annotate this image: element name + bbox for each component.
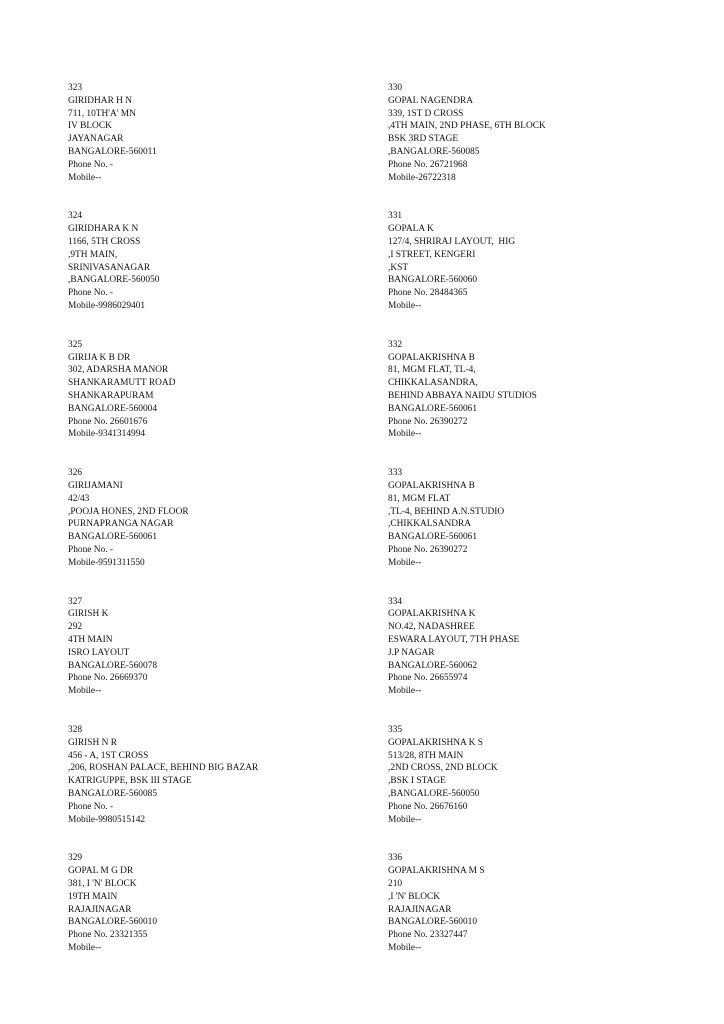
entry-mobile: Mobile-9341314994 bbox=[68, 429, 146, 440]
entry-phone: Phone No. 26676160 bbox=[388, 801, 468, 812]
entry-mobile: Mobile-- bbox=[388, 300, 422, 311]
entry-phone: Phone No. 26669370 bbox=[68, 673, 148, 684]
entry-address-line: 127/4, SHRIRAJ LAYOUT, HIG bbox=[388, 236, 516, 247]
entry-address-line: ,BANGALORE-560050 bbox=[388, 788, 480, 799]
entry-number: 331 bbox=[388, 211, 403, 222]
entry-address-line: BANGALORE-560060 bbox=[388, 275, 478, 286]
entry-number: 324 bbox=[68, 211, 83, 222]
entry-mobile: Mobile-9986029401 bbox=[68, 300, 146, 311]
entry-address-line: ,POOJA HONES, 2ND FLOOR bbox=[68, 506, 189, 517]
entry-address-line: SRINIVASANAGAR bbox=[68, 262, 151, 273]
entry-number: 328 bbox=[68, 724, 83, 735]
directory-entry bbox=[388, 724, 708, 852]
entry-address-line: PURNAPRANGA NAGAR bbox=[68, 519, 174, 530]
entry-address-line: IV BLOCK bbox=[68, 121, 112, 132]
entry-number: 335 bbox=[388, 724, 403, 735]
entry-address-line: J.P NAGAR bbox=[388, 647, 435, 658]
entry-mobile: Mobile-- bbox=[388, 429, 422, 440]
directory-entry bbox=[388, 339, 708, 467]
entry-phone: Phone No. - bbox=[68, 801, 114, 812]
entry-address-line: CHIKKALASANDRA, bbox=[388, 378, 478, 389]
entry-address-line: SHANKARAMUTT ROAD bbox=[68, 378, 176, 389]
entry-phone: Phone No. 28484365 bbox=[388, 288, 468, 299]
entry-mobile: Mobile-- bbox=[68, 942, 102, 953]
entry-address-line: ,I STREET, KENGERI bbox=[388, 249, 476, 260]
entry-phone: Phone No. 26390272 bbox=[388, 416, 468, 427]
entry-number: 332 bbox=[388, 339, 403, 350]
entry-phone: Phone No. 26655974 bbox=[388, 673, 468, 684]
entry-address-line: 302, ADARSHA MANOR bbox=[68, 365, 169, 376]
directory-entry bbox=[388, 596, 708, 724]
entry-name: GIRIJAMANI bbox=[68, 480, 123, 491]
entry-address-line: NO.42, NADASHREE bbox=[388, 622, 475, 633]
entry-address-line: 513/28, 8TH MAIN bbox=[388, 750, 464, 761]
entry-address-line: 381, I 'N' BLOCK bbox=[68, 878, 137, 889]
entry-address-line: 339, 1ST D CROSS bbox=[388, 108, 464, 119]
entry-address-line: ,BSK I STAGE bbox=[388, 776, 446, 787]
entry-mobile: Mobile-26722318 bbox=[388, 172, 456, 183]
entry-name: GOPALAKRISHNA K S bbox=[388, 737, 483, 748]
entry-address-line: KATRIGUPPE, BSK III STAGE bbox=[68, 776, 192, 787]
entry-address-line: ,206, ROSHAN PALACE, BEHIND BIG BAZAR bbox=[68, 763, 259, 774]
entry-address-line: BSK 3RD STAGE bbox=[388, 134, 459, 145]
entry-address-line: BANGALORE-560010 bbox=[68, 917, 158, 928]
entry-name: GOPAL NAGENDRA bbox=[388, 95, 473, 106]
entry-name: GIRIJA K B DR bbox=[68, 352, 131, 363]
entry-address-line: 292 bbox=[68, 622, 83, 633]
directory-entry bbox=[68, 724, 388, 852]
directory-entry bbox=[68, 82, 388, 210]
entry-address-line: BANGALORE-560004 bbox=[68, 403, 158, 414]
entry-name: GOPALAKRISHNA K bbox=[388, 609, 476, 620]
entry-mobile: Mobile-- bbox=[388, 557, 422, 568]
directory-entry bbox=[388, 852, 708, 980]
entry-phone: Phone No. 26721968 bbox=[388, 159, 468, 170]
directory-entry bbox=[68, 210, 388, 338]
entry-address-line: ,I 'N' BLOCK bbox=[388, 891, 441, 902]
directory-entry bbox=[388, 210, 708, 338]
entry-name: GIRIDHARA K N bbox=[68, 224, 139, 235]
entry-number: 329 bbox=[68, 853, 83, 864]
directory-entry bbox=[68, 596, 388, 724]
entry-name: GOPALAKRISHNA B bbox=[388, 480, 475, 491]
entry-name: GOPALA K bbox=[388, 224, 434, 235]
entry-number: 323 bbox=[68, 83, 83, 93]
entry-name: GIRISH K bbox=[68, 609, 109, 620]
entry-address-line: ESWARA LAYOUT, 7TH PHASE bbox=[388, 634, 520, 645]
entry-mobile: Mobile-9591311550 bbox=[68, 557, 145, 568]
entry-address-line: ,BANGALORE-560085 bbox=[388, 146, 480, 157]
entry-address-line: RAJAJINAGAR bbox=[68, 904, 132, 915]
entry-address-line: 456 - A, 1ST CROSS bbox=[68, 750, 149, 761]
right-column bbox=[388, 82, 708, 981]
entry-name: GIRISH N R bbox=[68, 737, 117, 748]
entry-address-line: BANGALORE-560010 bbox=[388, 917, 478, 928]
entry-mobile: Mobile-- bbox=[68, 172, 102, 183]
entry-address-line: RAJAJINAGAR bbox=[388, 904, 452, 915]
entry-address-line: 4TH MAIN bbox=[68, 634, 113, 645]
entry-address-line: 1166, 5TH CROSS bbox=[68, 236, 141, 247]
entry-address-line: ISRO LAYOUT bbox=[68, 647, 130, 658]
entry-phone: Phone No. 26390272 bbox=[388, 544, 468, 555]
entry-address-line: ,TL-4, BEHIND A.N.STUDIO bbox=[388, 506, 505, 517]
entry-name: GOPALAKRISHNA M S bbox=[388, 866, 485, 877]
entry-address-line: SHANKARAPURAM bbox=[68, 390, 154, 401]
entry-phone: Phone No. 23321355 bbox=[68, 930, 148, 941]
entry-number: 330 bbox=[388, 83, 403, 93]
entry-address-line: 711, 10TH'A' MN bbox=[68, 108, 136, 119]
entry-address-line: ,2ND CROSS, 2ND BLOCK bbox=[388, 763, 498, 774]
entry-mobile: Mobile-- bbox=[388, 686, 422, 697]
entry-phone: Phone No. - bbox=[68, 544, 114, 555]
entry-address-line: ,CHIKKALSANDRA bbox=[388, 519, 472, 530]
entry-phone: Phone No. - bbox=[68, 159, 114, 170]
entry-number: 334 bbox=[388, 596, 403, 607]
entry-address-line: JAYANAGAR bbox=[68, 134, 124, 145]
entry-name: GOPALAKRISHNA B bbox=[388, 352, 475, 363]
entry-phone: Phone No. - bbox=[68, 288, 114, 299]
entry-number: 325 bbox=[68, 339, 83, 350]
entry-address-line: BANGALORE-560062 bbox=[388, 660, 478, 671]
entry-address-line: 210 bbox=[388, 878, 403, 889]
entry-address-line: BEHIND ABBAYA NAIDU STUDIOS bbox=[388, 390, 537, 401]
entry-number: 326 bbox=[68, 468, 83, 479]
entry-address-line: 42/43 bbox=[68, 493, 90, 504]
entry-mobile: Mobile-- bbox=[388, 814, 422, 825]
entry-number: 336 bbox=[388, 853, 403, 864]
entry-address-line: 81, MGM FLAT bbox=[388, 493, 451, 504]
entry-address-line: BANGALORE-560061 bbox=[388, 403, 478, 414]
directory-entry bbox=[68, 339, 388, 467]
entry-number: 333 bbox=[388, 468, 403, 479]
entry-phone: Phone No. 23327447 bbox=[388, 930, 468, 941]
directory-entry bbox=[388, 82, 708, 210]
entry-address-line: ,BANGALORE-560050 bbox=[68, 275, 160, 286]
entry-address-line: ,9TH MAIN, bbox=[68, 249, 118, 260]
entry-address-line: BANGALORE-560078 bbox=[68, 660, 158, 671]
entry-phone: Phone No. 26601676 bbox=[68, 416, 148, 427]
entry-address-line: ,KST bbox=[388, 262, 409, 273]
entry-mobile: Mobile-9980515142 bbox=[68, 814, 146, 825]
entry-address-line: BANGALORE-560011 bbox=[68, 146, 157, 157]
entry-address-line: BANGALORE-560085 bbox=[68, 788, 158, 799]
entry-address-line: 81, MGM FLAT, TL-4, bbox=[388, 365, 476, 376]
directory-entry bbox=[68, 467, 388, 595]
entry-name: GIRIDHAR H N bbox=[68, 95, 133, 106]
directory-entry bbox=[68, 852, 388, 980]
entry-address-line: BANGALORE-560061 bbox=[68, 532, 158, 543]
entry-address-line: 19TH MAIN bbox=[68, 891, 118, 902]
entry-name: GOPAL M G DR bbox=[68, 866, 134, 877]
entry-address-line: ,4TH MAIN, 2ND PHASE, 6TH BLOCK bbox=[388, 121, 546, 132]
entry-number: 327 bbox=[68, 596, 83, 607]
directory-entry bbox=[388, 467, 708, 595]
entry-address-line: BANGALORE-560061 bbox=[388, 532, 478, 543]
left-column bbox=[68, 82, 388, 981]
entry-mobile: Mobile-- bbox=[388, 942, 422, 953]
entry-mobile: Mobile-- bbox=[68, 686, 102, 697]
